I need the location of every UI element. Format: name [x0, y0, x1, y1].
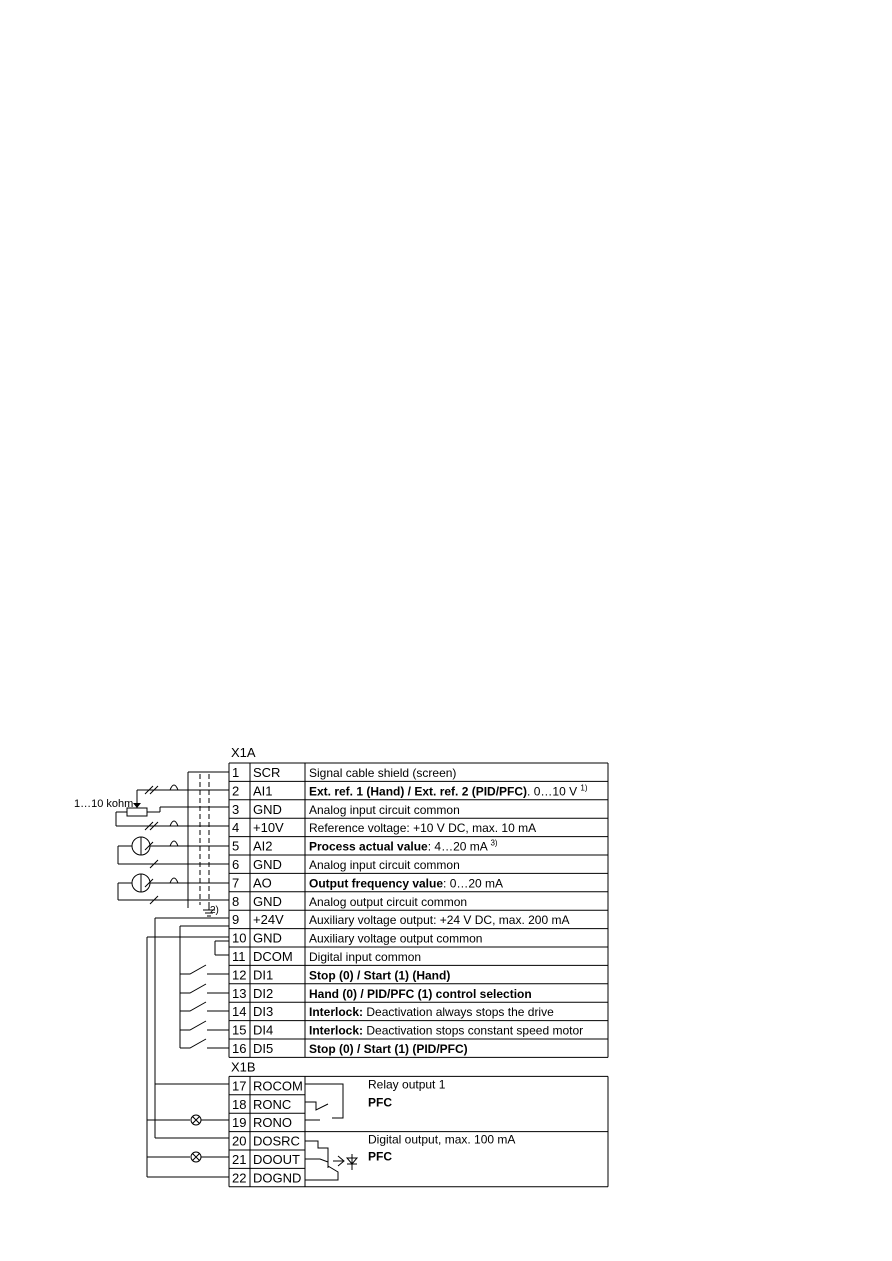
terminal-description — [309, 1042, 468, 1056]
terminal-name: AI2 — [253, 838, 273, 854]
terminal-number: 17 — [232, 1078, 247, 1094]
terminal-name: DOGND — [253, 1170, 302, 1186]
relay-common-path — [305, 1084, 343, 1118]
terminal-number: 9 — [232, 912, 240, 928]
terminal-description — [309, 895, 467, 909]
description-segment: Stop (0) / Start (1) (PID/PFC) — [309, 1042, 468, 1056]
terminal-name: GND — [253, 857, 282, 872]
terminal-number: 22 — [232, 1170, 247, 1186]
terminal-name: GND — [253, 930, 282, 946]
switch-di1-icon — [180, 965, 229, 974]
description-segment: Reference voltage: +10 V DC, max. 10 mA — [309, 821, 537, 836]
terminal-name: DI2 — [253, 985, 274, 1001]
cable-break-marks — [145, 786, 158, 904]
terminal-description — [309, 932, 482, 946]
description-segment: Digital input common — [309, 950, 422, 964]
terminal-description — [309, 876, 503, 890]
description-segment: Process actual value — [309, 839, 428, 854]
terminal-number: 12 — [232, 967, 247, 983]
relay-nc-contact-icon — [305, 1102, 328, 1110]
digital-output-title: Digital output, max. 100 mA — [368, 1132, 516, 1147]
switch-di5-icon — [180, 1039, 229, 1048]
terminal-description — [309, 858, 460, 872]
terminal-name: GND — [253, 801, 282, 817]
terminal-name: +24V — [253, 912, 284, 928]
description-segment: Stop (0) / Start (1) (Hand) — [309, 968, 451, 983]
terminal-name: DI1 — [253, 967, 274, 983]
terminal-name: SCR — [253, 765, 281, 780]
terminal-name: ROCOM — [253, 1078, 303, 1094]
terminal-name: DCOM — [253, 949, 293, 964]
switch-di4-icon — [180, 1021, 229, 1030]
terminal-name: RONC — [253, 1096, 292, 1112]
x1b-label: X1B — [231, 1059, 256, 1075]
description-segment: Signal cable shield (screen) — [309, 766, 457, 780]
terminal-description — [309, 766, 456, 780]
switch-di3-icon — [180, 1002, 229, 1011]
relay-lamp-cross — [193, 1117, 200, 1124]
switch-di2-icon — [180, 984, 229, 993]
description-segment: Analog input circuit common — [309, 858, 460, 872]
terminal-number: 19 — [232, 1115, 247, 1131]
terminal-number: 2 — [232, 783, 240, 799]
transistor-emitter — [305, 1159, 328, 1162]
cable-crossover-marks — [170, 785, 178, 883]
relay-output-function: PFC — [368, 1095, 392, 1110]
terminal-name: DI5 — [253, 1041, 274, 1056]
terminal-number: 7 — [232, 875, 240, 891]
description-segment: : 4…20 mA — [427, 839, 491, 854]
terminal-number: 20 — [232, 1133, 247, 1149]
terminal-name: DOOUT — [253, 1152, 300, 1167]
description-segment: 1) — [580, 783, 588, 793]
x1a-label: X1A — [231, 745, 256, 760]
pot-wiper-arrow — [133, 803, 141, 808]
terminal-description — [309, 821, 536, 835]
terminal-number: 16 — [232, 1041, 247, 1056]
digital-output-function: PFC — [368, 1149, 392, 1164]
terminal-name: GND — [253, 893, 282, 909]
description-segment: Auxiliary voltage output: +24 V DC, max. 200 mA — [309, 913, 570, 928]
terminal-name: DOSRC — [253, 1133, 300, 1149]
terminal-name: DI3 — [253, 1004, 274, 1020]
terminal-number: 15 — [232, 1022, 247, 1038]
description-segment: Interlock: — [309, 1005, 364, 1020]
description-segment: Deactivation stops constant speed motor — [363, 1023, 584, 1038]
ground-note: 2) — [210, 905, 219, 916]
optocoupler-diode-icon — [347, 1154, 357, 1170]
description-segment: : 0…20 mA — [443, 876, 504, 891]
terminal-tables — [229, 745, 608, 1187]
terminal-number: 21 — [232, 1152, 247, 1167]
description-segment: Deactivation always stops the drive — [363, 1005, 554, 1020]
terminal-number: 14 — [232, 1004, 247, 1020]
terminal-number: 1 — [232, 765, 240, 780]
potentiometer-label: 1…10 kohm — [74, 798, 134, 810]
description-segment: Interlock: — [309, 1023, 364, 1038]
terminal-description — [309, 1024, 583, 1038]
terminal-description — [309, 803, 460, 817]
terminal-description — [309, 1005, 554, 1019]
description-segment: Ext. ref. 1 (Hand) / Ext. ref. 2 (PID/PFC) — [309, 784, 528, 799]
description-segment: . 0…10 V — [527, 784, 581, 799]
terminal-number: 18 — [232, 1096, 247, 1112]
description-segment: Analog input circuit common — [309, 802, 460, 817]
transistor-collector — [305, 1141, 328, 1156]
description-segment: Auxiliary voltage output common — [309, 931, 483, 946]
terminal-name: DI4 — [253, 1022, 274, 1038]
terminal-name: +10V — [253, 820, 284, 836]
terminal-description — [309, 783, 588, 798]
terminal-description — [309, 968, 450, 982]
terminal-number: 10 — [232, 930, 247, 946]
description-segment: Hand (0) / PID/PFC (1) control selection — [309, 986, 532, 1001]
terminal-number: 8 — [232, 893, 240, 909]
transistor-ground-path — [305, 1166, 338, 1180]
terminal-number: 5 — [232, 838, 240, 854]
description-segment: 3) — [490, 838, 498, 848]
terminal-description — [309, 913, 569, 927]
relay-output-title: Relay output 1 — [368, 1077, 446, 1092]
terminal-number: 6 — [232, 857, 240, 872]
terminal-number: 11 — [232, 949, 246, 964]
terminal-name: AO — [253, 875, 272, 891]
terminal-number: 4 — [232, 820, 240, 836]
terminal-description — [309, 987, 532, 1001]
terminal-description — [309, 950, 421, 964]
description-segment: Output frequency value — [309, 876, 444, 891]
terminal-name: RONO — [253, 1115, 292, 1131]
terminal-number: 13 — [232, 985, 247, 1001]
optocoupler-arrow-icon — [333, 1156, 344, 1166]
terminal-number: 3 — [232, 801, 240, 817]
terminal-name: AI1 — [253, 783, 273, 799]
terminal-description — [309, 839, 498, 854]
digital-lamp-cross — [193, 1154, 200, 1161]
description-segment: Analog output circuit common — [309, 894, 468, 909]
